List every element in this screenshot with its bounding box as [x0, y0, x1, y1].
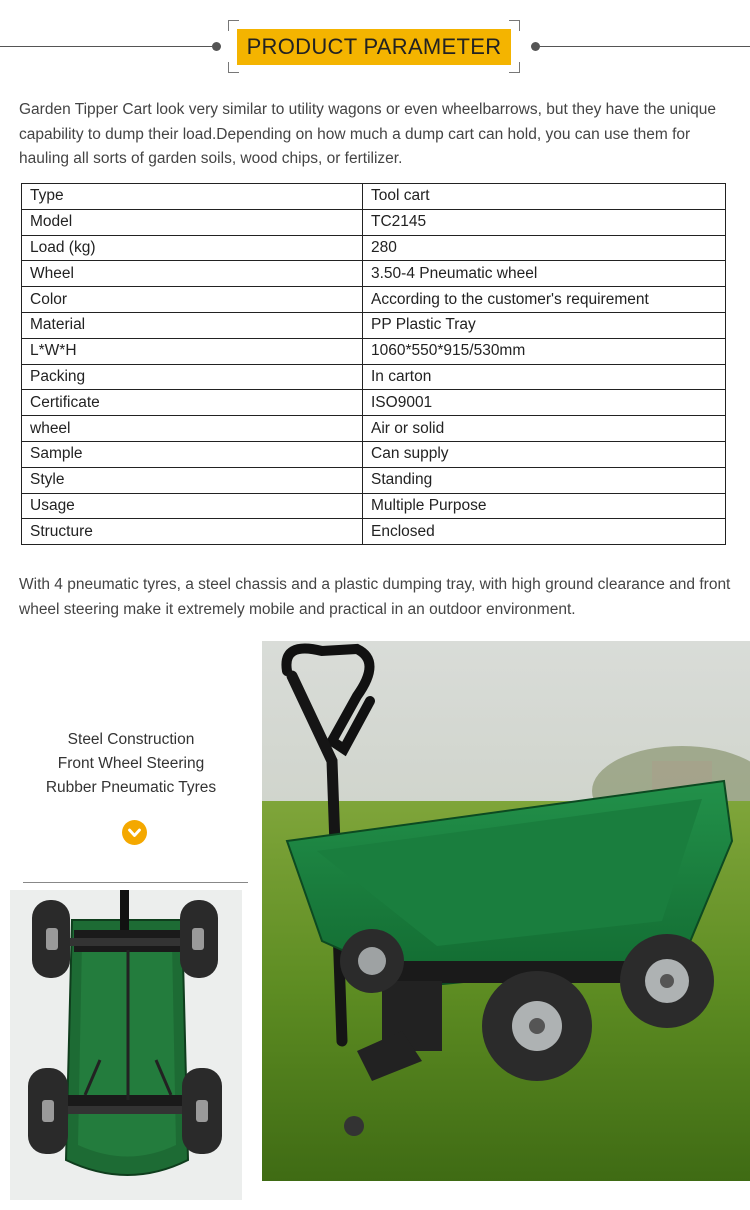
spec-key: wheel — [22, 416, 363, 442]
spec-value: 280 — [363, 235, 726, 261]
spec-value: TC2145 — [363, 209, 726, 235]
spec-key: Type — [22, 184, 363, 210]
feature-item: Front Wheel Steering — [57, 755, 205, 772]
divider — [23, 882, 248, 883]
spec-value: 3.50-4 Pneumatic wheel — [363, 261, 726, 287]
spec-value: Tool cart — [363, 184, 726, 210]
spec-table — [21, 183, 726, 545]
spec-key: Packing — [22, 364, 363, 390]
spec-row — [22, 364, 726, 390]
spec-row — [22, 312, 726, 338]
spec-value: Can supply — [363, 441, 726, 467]
page-title: PRODUCT PARAMETER — [237, 29, 511, 65]
spec-key: Wheel — [22, 261, 363, 287]
spec-value: ISO9001 — [363, 390, 726, 416]
feature-list — [0, 728, 262, 800]
spec-row — [22, 287, 726, 313]
chevron-down-icon — [122, 820, 147, 845]
cart-main-image — [262, 641, 750, 1181]
header-dot-left — [212, 42, 221, 51]
spec-key: Load (kg) — [22, 235, 363, 261]
spec-row — [22, 338, 726, 364]
spec-key: Usage — [22, 493, 363, 519]
description-paragraph: With 4 pneumatic tyres, a steel chassis and a plastic dumping tray, with high ground clearance and front wheel steering make it extremely mobile and practical in an outdoor environment. — [19, 576, 731, 618]
spec-key: Color — [22, 287, 363, 313]
spec-key: Structure — [22, 519, 363, 545]
spec-row — [22, 390, 726, 416]
header-line-left — [0, 46, 212, 47]
spec-row — [22, 261, 726, 287]
spec-key: Style — [22, 467, 363, 493]
spec-key: Sample — [22, 441, 363, 467]
spec-key: Model — [22, 209, 363, 235]
spec-value: Air or solid — [363, 416, 726, 442]
spec-key: Certificate — [22, 390, 363, 416]
spec-key: L*W*H — [22, 338, 363, 364]
spec-key: Material — [22, 312, 363, 338]
spec-row — [22, 493, 726, 519]
feature-item: Steel Construction — [67, 731, 195, 748]
feature-item: Rubber Pneumatic Tyres — [45, 779, 217, 796]
cart-top-view-image — [10, 890, 242, 1200]
intro-paragraph: Garden Tipper Cart look very similar to utility wagons or even wheelbarrows, but they have the unique capability to dump their load.Depending on how much a dump cart can hold, you can use them for hauling all sorts of garden soils, wood chips, or fertilizer. — [19, 101, 716, 167]
spec-value: 1060*550*915/530mm — [363, 338, 726, 364]
header-dot-right — [531, 42, 540, 51]
spec-value: Multiple Purpose — [363, 493, 726, 519]
spec-value: PP Plastic Tray — [363, 312, 726, 338]
header-line-right — [540, 46, 750, 47]
spec-row — [22, 235, 726, 261]
spec-row — [22, 209, 726, 235]
spec-row — [22, 416, 726, 442]
spec-value: In carton — [363, 364, 726, 390]
spec-row — [22, 519, 726, 545]
spec-row — [22, 441, 726, 467]
spec-value: Enclosed — [363, 519, 726, 545]
spec-value: Standing — [363, 467, 726, 493]
spec-value: According to the customer's requirement — [363, 287, 726, 313]
spec-row — [22, 467, 726, 493]
spec-row — [22, 184, 726, 210]
